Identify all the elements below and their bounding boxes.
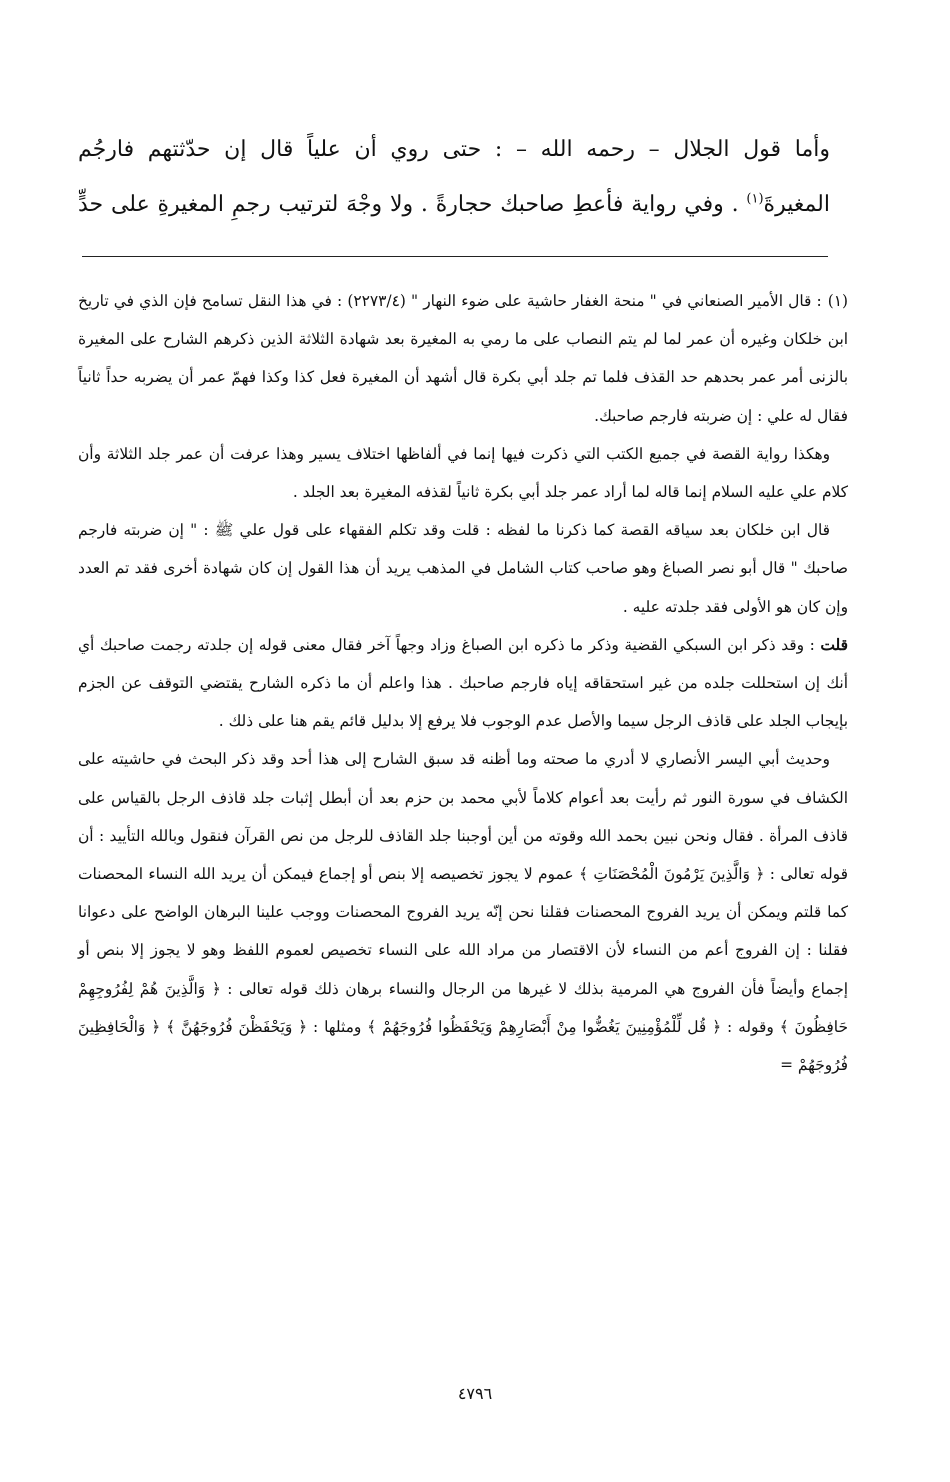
footnote-paragraph-2: وهكذا رواية القصة في جميع الكتب التي ذكرت فيها إنما في ألفاظها اختلاف يسير وهذا عرفت أن عمر جلد الثلاثة وأن كلام علي عليه السلام إنما قاله لما أراد عمر جلد أبي بكرة ثانياً لقذفه المغيرة بعد الجلد .: [78, 444, 848, 502]
footnote-marker: (١): [827, 292, 849, 310]
footnote-paragraph-4: [78, 626, 848, 741]
main-text-line-2-start: المغيرةَ: [763, 192, 830, 217]
footnotes: [78, 282, 848, 1084]
footnote-paragraph-3: قال ابن خلكان بعد سياقه القصة كما ذكرنا ما لفظه : قلت وقد تكلم الفقهاء على قول علي ﷺ : " إن ضربته فارجم صاحبك " قال أبو نصر الصباغ وهو صاحب كتاب الشامل في المذهب يريد أن هذا القول إن كان شهادة أخرى فقد تم العدد وإن كان هو الأولى فقد جلدته عليه .: [78, 521, 848, 616]
footnote-paragraph-1: [78, 282, 848, 435]
footnote-paragraph-4-lead: قلت: [820, 635, 848, 654]
main-text: [78, 122, 830, 232]
footnote-paragraph-1-text: : قال الأمير الصنعاني في " منحة الغفار حاشية على ضوء النهار " (٢٢٧٣/٤) : في هذا النقل تسامح فإن الذي في تاريخ ابن خلكان وغيره أن عمر لما لم يتم النصاب على ما رمي به المغيرة بعد شهادة الثلاثة الذين ذكرهم الشارح على المغيرة بالزنى أمر عمر بحدهم حد القذف فلما تم جلد أبي بكرة قال أشهد أن المغيرة فعل كذا وكذا فهمّ عمر أن يضربه حداً ثانياً فقال له علي : إن ضربته فارجم صاحبك.: [78, 292, 849, 425]
footnote-reference: (١): [746, 191, 764, 207]
footnote-separator: [82, 256, 828, 257]
main-text-line-2: [78, 177, 830, 232]
page-number: ٤٧٩٦: [457, 1384, 493, 1403]
main-text-line-2-end: . وفي رواية فأعطِ صاحبك حجارةً . ولا وجْهَ لترتيب رجمِ المغيرةِ على حدٍّ: [78, 192, 747, 217]
footnote-paragraph-5: وحديث أبي اليسر الأنصاري لا أدري ما صحته وما أظنه قد سبق الشارح إلى هذا أحد وقد ذكر البحث في حاشيته على الكشاف في سورة النور ثم رأيت بعد أعوام كلاماً لأبي محمد بن حزم بعد أن أبطل إثبات جلد قاذف الرجل بالقياس على قاذف المرأة . فقال ونحن نبين بحمد الله وقوته من أين أوجبنا جلد القاذف للرجل من نص القرآن فنقول وبالله التأييد : أن قوله تعالى : ﴿ وَالَّذِينَ يَرْمُونَ الْمُحْصَنَاتِ ﴾ عموم لا يجوز تخصيصه إلا بنص أو إجماع فيمكن أن يريد الله النساء المحصنات كما قلتم ويمكن أن يريد الفروج المحصنات فقلنا نحن إنّه يريد الفروج المحصنات ووجب علينا البرهان الواضح على دعوانا فقلنا : إن الفروج أعم من النساء لأن الاقتصار من مراد الله على النساء تخصيص لعموم اللفظ وهو لا يجوز إلا بنص أو إجماع وأيضاً فأن الفروج هي المرمية بذلك لا غيرها من الرجال والنساء برهان ذلك قوله تعالى : ﴿ وَالَّذِينَ هُمْ لِفُرُوجِهِمْ حَافِظُونَ ﴾ وقوله : ﴿ قُل لِّلْمُؤْمِنِينَ يَغُضُّوا مِنْ أَبْصَارِهِمْ وَيَحْفَظُوا فُرُوجَهُمْ ﴾ ومثلها : ﴿ وَيَحْفَظْنَ فُرُوجَهُنَّ ﴾ ﴿ وَالْحَافِظِينَ فُرُوجَهُمْ =: [78, 750, 848, 1075]
main-text-line-1: وأما قول الجلال – رحمه الله – : حتى روي أن علياً قال إن حدّثتهم فارجُم: [78, 137, 830, 162]
footnote-paragraph-4-text: : وقد ذكر ابن السبكي القضية وذكر ما ذكره ابن الصباغ وزاد وجهاً آخر فقال معنى قوله إن جلدته رجمت صاحبك أي أنك إن استحللت جلده من غير استحقاقه إياه فارجم صاحبك . هذا واعلم أن ما ذكره الشارح يقتضي التوقف عن الجزم بإيجاب الجلد على قاذف الرجل سيما والأصل عدم الوجوب فلا يرفع إلا بدليل قائم يقم هنا على ذلك .: [78, 635, 848, 731]
